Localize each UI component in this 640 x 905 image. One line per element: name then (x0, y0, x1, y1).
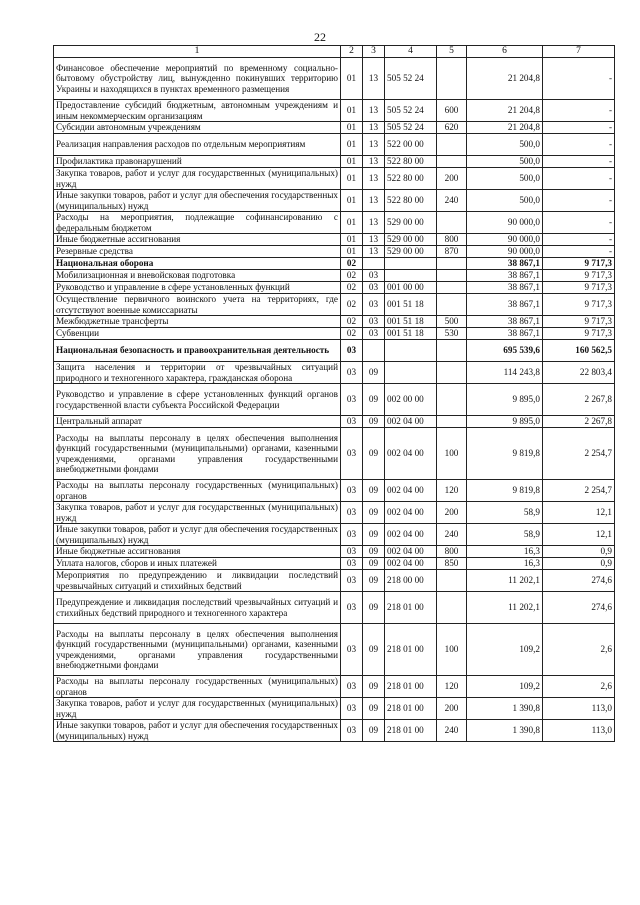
section-code-cell: 03 (341, 480, 363, 502)
amount-cell-2: - (543, 58, 615, 100)
row-name-cell: Субвенции (54, 328, 341, 340)
amount-cell-2: 0,9 (543, 558, 615, 570)
table-row (54, 524, 615, 546)
target-article-cell: 002 04 00 (385, 546, 437, 558)
subsection-code-cell (363, 258, 385, 270)
amount-cell-2: - (543, 234, 615, 246)
row-name-cell: Финансовое обеспечение мероприятий по временному социально-бытовому обустройству лиц, вынужденно покинувших территорию Украины и находящихся в пунктах временного размещения (54, 58, 341, 100)
expense-type-cell (437, 592, 467, 624)
amount-cell: 90 000,0 (467, 246, 543, 258)
subsection-code-cell: 09 (363, 416, 385, 428)
expense-type-cell (437, 270, 467, 282)
amount-cell-2: 22 803,4 (543, 362, 615, 384)
subsection-code-cell: 09 (363, 524, 385, 546)
table-row (54, 558, 615, 570)
subsection-code-cell: 13 (363, 190, 385, 212)
table-row (54, 698, 615, 720)
target-article-cell (385, 270, 437, 282)
row-name-cell: Защита населения и территории от чрезвычайных ситуаций природного и техногенного характера, гражданская оборона (54, 362, 341, 384)
amount-cell: 16,3 (467, 558, 543, 570)
table-row (54, 258, 615, 270)
section-code-cell: 03 (341, 624, 363, 676)
amount-cell: 38 867,1 (467, 294, 543, 316)
table-row (54, 546, 615, 558)
expense-type-cell: 800 (437, 234, 467, 246)
amount-cell: 38 867,1 (467, 282, 543, 294)
expense-type-cell: 200 (437, 502, 467, 524)
target-article-cell: 505 52 24 (385, 100, 437, 122)
subsection-code-cell: 13 (363, 58, 385, 100)
table-row (54, 156, 615, 168)
table-row (54, 592, 615, 624)
table-row (54, 122, 615, 134)
subsection-code-cell: 09 (363, 676, 385, 698)
target-article-cell: 218 01 00 (385, 676, 437, 698)
table-row (54, 676, 615, 698)
amount-cell-2: - (543, 190, 615, 212)
table-row (54, 362, 615, 384)
row-name-cell: Иные закупки товаров, работ и услуг для обеспечения государственных (муниципальных) нужд (54, 524, 341, 546)
target-article-cell: 218 01 00 (385, 592, 437, 624)
row-name-cell: Руководство и управление в сфере установленных функций органов государственной власти субъекта Российской Федерации (54, 384, 341, 416)
expense-type-cell (437, 134, 467, 156)
amount-cell: 500,0 (467, 134, 543, 156)
expense-type-cell: 530 (437, 328, 467, 340)
target-article-cell: 002 00 00 (385, 384, 437, 416)
table-row (54, 384, 615, 416)
amount-cell-2: 2 267,8 (543, 416, 615, 428)
amount-cell: 90 000,0 (467, 212, 543, 234)
subsection-code-cell: 13 (363, 246, 385, 258)
section-code-cell: 03 (341, 384, 363, 416)
row-name-cell: Субсидии автономным учреждениям (54, 122, 341, 134)
section-code-cell: 02 (341, 294, 363, 316)
target-article-cell: 522 80 00 (385, 156, 437, 168)
expense-type-cell: 850 (437, 558, 467, 570)
section-code-cell: 03 (341, 592, 363, 624)
amount-cell: 109,2 (467, 676, 543, 698)
target-article-cell: 002 04 00 (385, 502, 437, 524)
amount-cell: 1 390,8 (467, 698, 543, 720)
amount-cell: 9 819,8 (467, 428, 543, 480)
target-article-cell: 002 04 00 (385, 524, 437, 546)
table-row (54, 624, 615, 676)
target-article-cell: 522 80 00 (385, 190, 437, 212)
subsection-code-cell: 09 (363, 592, 385, 624)
target-article-cell: 218 01 00 (385, 720, 437, 742)
amount-cell-2: - (543, 168, 615, 190)
amount-cell-2: 9 717,3 (543, 270, 615, 282)
target-article-cell: 002 04 00 (385, 558, 437, 570)
row-name-cell: Иные бюджетные ассигнования (54, 546, 341, 558)
expense-type-cell (437, 570, 467, 592)
amount-cell: 16,3 (467, 546, 543, 558)
amount-cell-2: 113,0 (543, 698, 615, 720)
column-header: 5 (437, 46, 467, 58)
amount-cell-2: 12,1 (543, 524, 615, 546)
amount-cell: 500,0 (467, 156, 543, 168)
section-code-cell: 03 (341, 698, 363, 720)
subsection-code-cell (363, 340, 385, 362)
table-row (54, 328, 615, 340)
subsection-code-cell: 13 (363, 234, 385, 246)
expense-type-cell (437, 384, 467, 416)
expense-type-cell: 240 (437, 720, 467, 742)
target-article-cell: 218 01 00 (385, 698, 437, 720)
row-name-cell: Закупка товаров, работ и услуг для государственных (муниципальных) нужд (54, 168, 341, 190)
subsection-code-cell: 13 (363, 122, 385, 134)
amount-cell-2: 9 717,3 (543, 258, 615, 270)
section-code-cell: 03 (341, 416, 363, 428)
row-name-cell: Закупка товаров, работ и услуг для государственных (муниципальных) нужд (54, 502, 341, 524)
table-row (54, 246, 615, 258)
amount-cell-2: 2 267,8 (543, 384, 615, 416)
expense-type-cell (437, 58, 467, 100)
amount-cell: 9 819,8 (467, 480, 543, 502)
subsection-code-cell: 09 (363, 570, 385, 592)
amount-cell-2: 0,9 (543, 546, 615, 558)
section-code-cell: 01 (341, 234, 363, 246)
target-article-cell: 522 00 00 (385, 134, 437, 156)
subsection-code-cell: 09 (363, 362, 385, 384)
row-name-cell: Уплата налогов, сборов и иных платежей (54, 558, 341, 570)
amount-cell-2: - (543, 246, 615, 258)
expense-type-cell: 500 (437, 316, 467, 328)
amount-cell-2: - (543, 122, 615, 134)
row-name-cell: Расходы на выплаты персоналу государственных (муниципальных) органов (54, 676, 341, 698)
amount-cell: 695 539,6 (467, 340, 543, 362)
table-row (54, 416, 615, 428)
row-name-cell: Национальная оборона (54, 258, 341, 270)
section-code-cell: 01 (341, 212, 363, 234)
row-name-cell: Расходы на выплаты персоналу в целях обеспечения выполнения функций государственными (муниципальными) органами, казенными учреждениями, органами управления государственными внебюджетными фондами (54, 624, 341, 676)
expense-type-cell: 870 (437, 246, 467, 258)
expense-type-cell: 120 (437, 676, 467, 698)
amount-cell: 500,0 (467, 190, 543, 212)
amount-cell-2: 2 254,7 (543, 428, 615, 480)
subsection-code-cell: 03 (363, 270, 385, 282)
row-name-cell: Иные бюджетные ассигнования (54, 234, 341, 246)
target-article-cell: 218 01 00 (385, 624, 437, 676)
amount-cell: 11 202,1 (467, 592, 543, 624)
expense-type-cell (437, 212, 467, 234)
expense-type-cell: 100 (437, 428, 467, 480)
expense-type-cell: 100 (437, 624, 467, 676)
amount-cell: 9 895,0 (467, 416, 543, 428)
section-code-cell: 01 (341, 58, 363, 100)
target-article-cell: 002 04 00 (385, 428, 437, 480)
expense-type-cell (437, 156, 467, 168)
table-row (54, 234, 615, 246)
section-code-cell: 03 (341, 558, 363, 570)
target-article-cell: 002 04 00 (385, 416, 437, 428)
page-number: 22 (314, 30, 326, 44)
section-code-cell: 01 (341, 190, 363, 212)
column-header: 3 (363, 46, 385, 58)
subsection-code-cell: 13 (363, 156, 385, 168)
row-name-cell: Предоставление субсидий бюджетным, автономным учреждениям и иным некоммерческим организациям (54, 100, 341, 122)
amount-cell: 38 867,1 (467, 270, 543, 282)
amount-cell-2: 274,6 (543, 570, 615, 592)
amount-cell: 500,0 (467, 168, 543, 190)
table-row (54, 316, 615, 328)
table-row (54, 134, 615, 156)
subsection-code-cell: 09 (363, 546, 385, 558)
target-article-cell: 529 00 00 (385, 212, 437, 234)
subsection-code-cell: 03 (363, 316, 385, 328)
amount-cell: 21 204,8 (467, 100, 543, 122)
column-header: 2 (341, 46, 363, 58)
column-header: 7 (543, 46, 615, 58)
amount-cell-2: 9 717,3 (543, 316, 615, 328)
table-row (54, 168, 615, 190)
row-name-cell: Реализация направления расходов по отдельным мероприятиям (54, 134, 341, 156)
row-name-cell: Резервные средства (54, 246, 341, 258)
amount-cell: 114 243,8 (467, 362, 543, 384)
expense-type-cell: 200 (437, 168, 467, 190)
amount-cell-2: 2 254,7 (543, 480, 615, 502)
amount-cell-2: 9 717,3 (543, 328, 615, 340)
table-row (54, 100, 615, 122)
subsection-code-cell: 09 (363, 558, 385, 570)
expense-type-cell: 240 (437, 190, 467, 212)
row-name-cell: Мобилизационная и вневойсковая подготовка (54, 270, 341, 282)
section-code-cell: 02 (341, 328, 363, 340)
target-article-cell: 001 00 00 (385, 282, 437, 294)
target-article-cell: 001 51 18 (385, 328, 437, 340)
expense-type-cell (437, 362, 467, 384)
column-header: 4 (385, 46, 437, 58)
amount-cell-2: - (543, 100, 615, 122)
table-row (54, 720, 615, 742)
column-number-row (54, 46, 615, 58)
subsection-code-cell: 09 (363, 480, 385, 502)
section-code-cell: 03 (341, 546, 363, 558)
table-row (54, 480, 615, 502)
section-code-cell: 03 (341, 570, 363, 592)
target-article-cell: 001 51 18 (385, 294, 437, 316)
amount-cell-2: 9 717,3 (543, 282, 615, 294)
amount-cell-2: 113,0 (543, 720, 615, 742)
subsection-code-cell: 03 (363, 328, 385, 340)
target-article-cell: 218 00 00 (385, 570, 437, 592)
subsection-code-cell: 09 (363, 384, 385, 416)
amount-cell-2: - (543, 134, 615, 156)
row-name-cell: Иные закупки товаров, работ и услуг для обеспечения государственных (муниципальных) нужд (54, 720, 341, 742)
row-name-cell: Мероприятия по предупреждению и ликвидации последствий чрезвычайных ситуаций и стихийных бедствий (54, 570, 341, 592)
row-name-cell: Осуществление первичного воинского учета на территориях, где отсутствуют военные комиссариаты (54, 294, 341, 316)
subsection-code-cell: 03 (363, 282, 385, 294)
section-code-cell: 03 (341, 720, 363, 742)
section-code-cell: 01 (341, 246, 363, 258)
section-code-cell: 03 (341, 428, 363, 480)
table-row (54, 340, 615, 362)
expense-type-cell (437, 282, 467, 294)
table-row (54, 282, 615, 294)
amount-cell-2: 12,1 (543, 502, 615, 524)
amount-cell: 58,9 (467, 524, 543, 546)
row-name-cell: Руководство и управление в сфере установленных функций (54, 282, 341, 294)
expense-type-cell (437, 294, 467, 316)
section-code-cell: 01 (341, 156, 363, 168)
subsection-code-cell: 13 (363, 134, 385, 156)
expense-type-cell: 600 (437, 100, 467, 122)
table-row (54, 190, 615, 212)
section-code-cell: 02 (341, 258, 363, 270)
subsection-code-cell: 03 (363, 294, 385, 316)
expense-type-cell (437, 258, 467, 270)
amount-cell: 1 390,8 (467, 720, 543, 742)
row-name-cell: Национальная безопасность и правоохранительная деятельность (54, 340, 341, 362)
table-row (54, 270, 615, 282)
subsection-code-cell: 09 (363, 720, 385, 742)
table-row (54, 570, 615, 592)
section-code-cell: 01 (341, 134, 363, 156)
table-row (54, 212, 615, 234)
amount-cell-2: 2,6 (543, 624, 615, 676)
target-article-cell (385, 340, 437, 362)
amount-cell-2: 274,6 (543, 592, 615, 624)
amount-cell: 109,2 (467, 624, 543, 676)
amount-cell-2: - (543, 212, 615, 234)
row-name-cell: Закупка товаров, работ и услуг для государственных (муниципальных) нужд (54, 698, 341, 720)
table-row (54, 58, 615, 100)
section-code-cell: 03 (341, 340, 363, 362)
section-code-cell: 02 (341, 282, 363, 294)
amount-cell-2: 2,6 (543, 676, 615, 698)
subsection-code-cell: 09 (363, 698, 385, 720)
expense-type-cell: 200 (437, 698, 467, 720)
expense-type-cell: 120 (437, 480, 467, 502)
amount-cell: 90 000,0 (467, 234, 543, 246)
amount-cell-2: 9 717,3 (543, 294, 615, 316)
amount-cell-2: - (543, 156, 615, 168)
section-code-cell: 03 (341, 502, 363, 524)
section-code-cell: 03 (341, 676, 363, 698)
row-name-cell: Предупреждение и ликвидация последствий чрезвычайных ситуаций и стихийных бедствий природного и техногенного характера (54, 592, 341, 624)
expense-type-cell: 240 (437, 524, 467, 546)
target-article-cell: 505 52 24 (385, 122, 437, 134)
amount-cell: 21 204,8 (467, 58, 543, 100)
row-name-cell: Расходы на выплаты персоналу в целях обеспечения выполнения функций государственными (муниципальными) органами, казенными учреждениями, органами управления государственными внебюджетными фондами (54, 428, 341, 480)
row-name-cell: Иные закупки товаров, работ и услуг для обеспечения государственных (муниципальных) нужд (54, 190, 341, 212)
target-article-cell: 505 52 24 (385, 58, 437, 100)
amount-cell: 38 867,1 (467, 258, 543, 270)
section-code-cell: 01 (341, 122, 363, 134)
amount-cell: 58,9 (467, 502, 543, 524)
amount-cell-2: 160 562,5 (543, 340, 615, 362)
row-name-cell: Расходы на выплаты персоналу государственных (муниципальных) органов (54, 480, 341, 502)
section-code-cell: 02 (341, 270, 363, 282)
section-code-cell: 03 (341, 362, 363, 384)
section-code-cell: 02 (341, 316, 363, 328)
amount-cell: 38 867,1 (467, 316, 543, 328)
row-name-cell: Расходы на мероприятия, подлежащие софинансированию с федеральным бюджетом (54, 212, 341, 234)
expense-type-cell (437, 340, 467, 362)
table-row (54, 294, 615, 316)
target-article-cell: 529 00 00 (385, 234, 437, 246)
amount-cell: 21 204,8 (467, 122, 543, 134)
column-header: 1 (54, 46, 341, 58)
amount-cell: 11 202,1 (467, 570, 543, 592)
target-article-cell: 001 51 18 (385, 316, 437, 328)
subsection-code-cell: 13 (363, 212, 385, 234)
subsection-code-cell: 13 (363, 168, 385, 190)
section-code-cell: 01 (341, 168, 363, 190)
subsection-code-cell: 13 (363, 100, 385, 122)
section-code-cell: 03 (341, 524, 363, 546)
expense-type-cell (437, 416, 467, 428)
column-header: 6 (467, 46, 543, 58)
subsection-code-cell: 09 (363, 502, 385, 524)
table-row (54, 502, 615, 524)
target-article-cell: 522 80 00 (385, 168, 437, 190)
subsection-code-cell: 09 (363, 428, 385, 480)
amount-cell: 38 867,1 (467, 328, 543, 340)
row-name-cell: Профилактика правонарушений (54, 156, 341, 168)
target-article-cell: 002 04 00 (385, 480, 437, 502)
row-name-cell: Межбюджетные трансферты (54, 316, 341, 328)
budget-table (53, 45, 615, 742)
table-row (54, 428, 615, 480)
target-article-cell (385, 362, 437, 384)
expense-type-cell: 800 (437, 546, 467, 558)
target-article-cell (385, 258, 437, 270)
expense-type-cell: 620 (437, 122, 467, 134)
amount-cell: 9 895,0 (467, 384, 543, 416)
target-article-cell: 529 00 00 (385, 246, 437, 258)
subsection-code-cell: 09 (363, 624, 385, 676)
section-code-cell: 01 (341, 100, 363, 122)
row-name-cell: Центральный аппарат (54, 416, 341, 428)
